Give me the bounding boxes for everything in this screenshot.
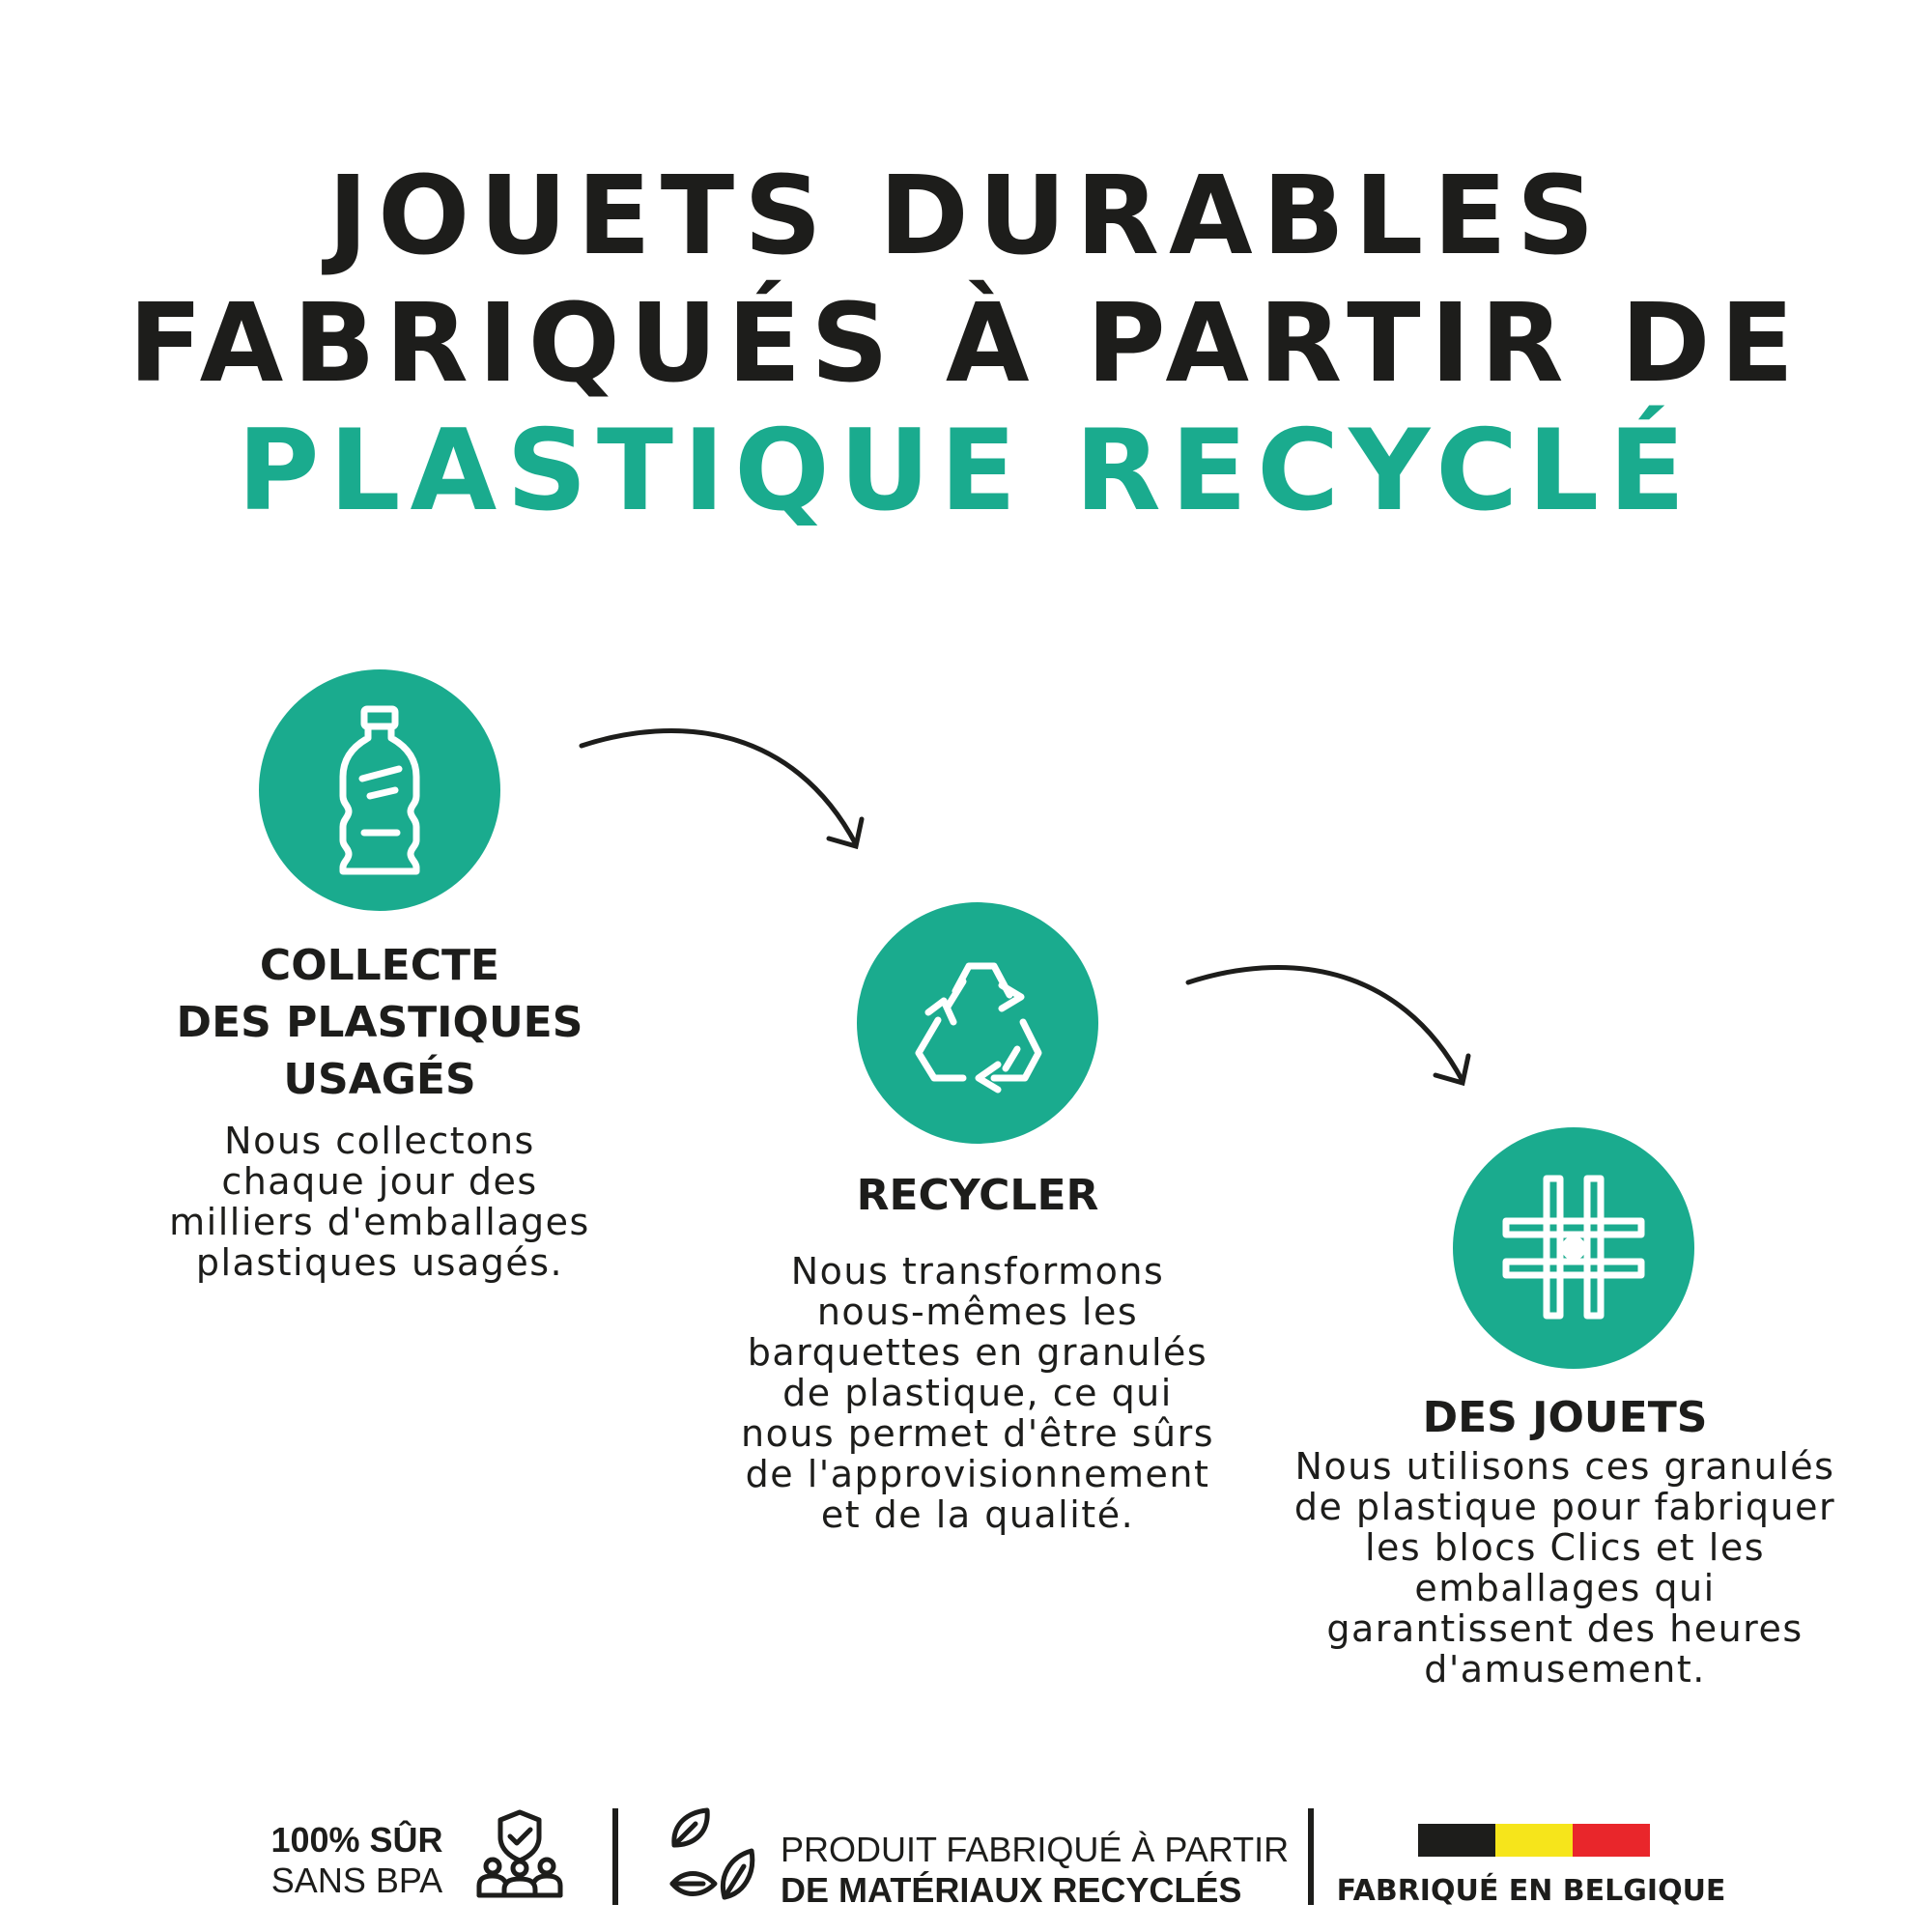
clics-block-icon xyxy=(1496,1171,1651,1325)
belgian-flag xyxy=(1418,1824,1650,1857)
shield-family-icon xyxy=(475,1808,564,1899)
step-1-circle xyxy=(259,669,500,911)
leaves-icon xyxy=(667,1806,759,1901)
step-3-title: DES JOUETS xyxy=(1422,1393,1708,1442)
recycled-line-1: PRODUIT FABRIQUÉ À PARTIR xyxy=(781,1830,1290,1869)
recycled-line-2: DE MATÉRIAUX RECYCLÉS xyxy=(781,1870,1242,1910)
step-1-description: Nous collectons chaque jour des milliers d'emballages plastiques usagés. xyxy=(169,1120,590,1284)
title-line-1: JOUETS DURABLES xyxy=(327,154,1605,279)
arrow-1-icon xyxy=(570,715,879,879)
step-2-circle xyxy=(857,902,1098,1144)
step-3-description: Nous utilisons ces granulés de plastique pour fabriquer les blocs Clics et les emballages qui garantissent des heures d'amusement. xyxy=(1293,1445,1836,1690)
arrow-2-icon xyxy=(1177,952,1486,1116)
step-2-description: Nous transformons nous-mêmes les barquettes en granulés de plastique, ce qui nous permet d'être sûrs de l'approvisionnement et de la qualité. xyxy=(740,1250,1215,1536)
flag-black-stripe xyxy=(1418,1824,1495,1857)
title-line-2: FABRIQUÉS À PARTIR DE xyxy=(128,281,1804,407)
recycled-materials-label xyxy=(781,1830,1302,1911)
title-line-3-highlight: PLASTIQUE RECYCLÉ xyxy=(237,406,1695,536)
made-in-belgium-label: FABRIQUÉ EN BELGIQUE xyxy=(1336,1874,1726,1908)
step-3-circle xyxy=(1453,1127,1694,1369)
flag-red-stripe xyxy=(1573,1824,1650,1857)
safety-line-1: 100% SÛR xyxy=(270,1820,443,1860)
safety-label xyxy=(253,1820,461,1901)
bottle-icon xyxy=(322,703,438,877)
flag-yellow-stripe xyxy=(1495,1824,1573,1857)
safety-line-2: SANS BPA xyxy=(270,1861,443,1900)
step-1-title: COLLECTE DES PLASTIQUES USAGÉS xyxy=(176,941,583,1104)
step-2-title: RECYCLER xyxy=(856,1171,1099,1220)
footer-divider-1 xyxy=(612,1808,618,1905)
recycle-icon xyxy=(905,952,1050,1094)
footer-divider-2 xyxy=(1308,1808,1314,1905)
